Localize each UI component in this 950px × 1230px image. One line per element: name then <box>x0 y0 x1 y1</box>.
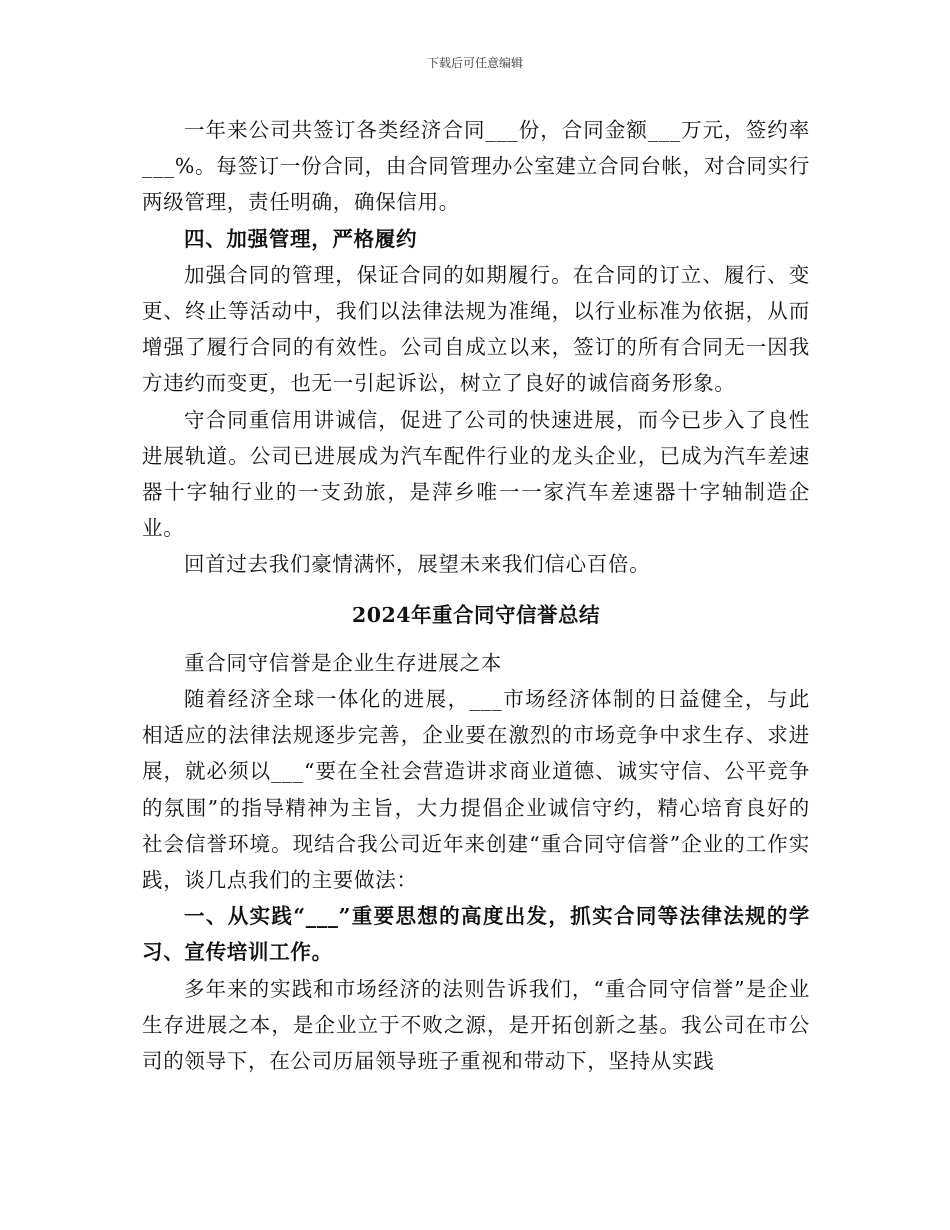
page-header: 下载后可任意编辑 <box>426 56 523 70</box>
document-title: 2024年重合同守信誉总结 <box>351 602 601 627</box>
paragraph-closing: 回首过去我们豪情满怀，展望未来我们信心百倍。 <box>184 552 651 577</box>
paragraph-contract-stats: 一年来公司共签订各类经济合同___份，合同金额___万元，签约率___%。每签订一份合同，由合同管理办公室建立合同台帐，对合同实行两级管理，责任明确，确保信用。 <box>142 118 810 215</box>
paragraph-subtitle: 重合同守信誉是企业生存进展之本 <box>184 650 502 675</box>
heading-practice: 一、从实践“___”重要思想的高度出发，抓实合同等法律法规的学习、宣传培训工作。 <box>142 904 810 965</box>
paragraph-company-progress: 守合同重信用讲诚信，促进了公司的快速进展，而今已步入了良性进展轨道。公司已进展成为汽车配件行业的龙头企业，已成为汽车差速器十字轴行业的一支劲旅，是萍乡唯一一家汽车差速器十字轴制造企业。 <box>142 407 810 541</box>
paragraph-experience: 多年来的实践和市场经济的法则告诉我们，“重合同守信誉”是企业生存进展之本，是企业立于不败之源，是开拓创新之基。我公司在市公司的领导下，在公司历届领导班子重视和带动下，坚持从实践 <box>142 976 810 1074</box>
heading-strengthen-management: 四、加强管理，严格履约 <box>184 226 418 251</box>
paragraph-contract-management: 加强合同的管理，保证合同的如期履行。在合同的订立、履行、变更、终止等活动中，我们以法律法规为准绳，以行业标准为依据，从而增强了履行合同的有效性。公司自成立以来，签订的所有合同无一因我方违约而变更，也无一引起诉讼，树立了良好的诚信商务形象。 <box>142 262 810 396</box>
document-body <box>142 112 810 1079</box>
paragraph-introduction: 随着经济全球一体化的进展，___市场经济体制的日益健全，与此相适应的法律法规逐步完善，企业要在激烈的市场竞争中求生存、求进展，就必须以___“要在全社会营造讲求商业道德、诚实守信、公平竞争的氛围”的指导精神为主旨，大力提倡企业诚信守约，精心培育良好的社会信誉环境。现结合我公司近年来创建“重合同守信誉”企业的工作实践，谈几点我们的主要做法： <box>142 687 810 893</box>
